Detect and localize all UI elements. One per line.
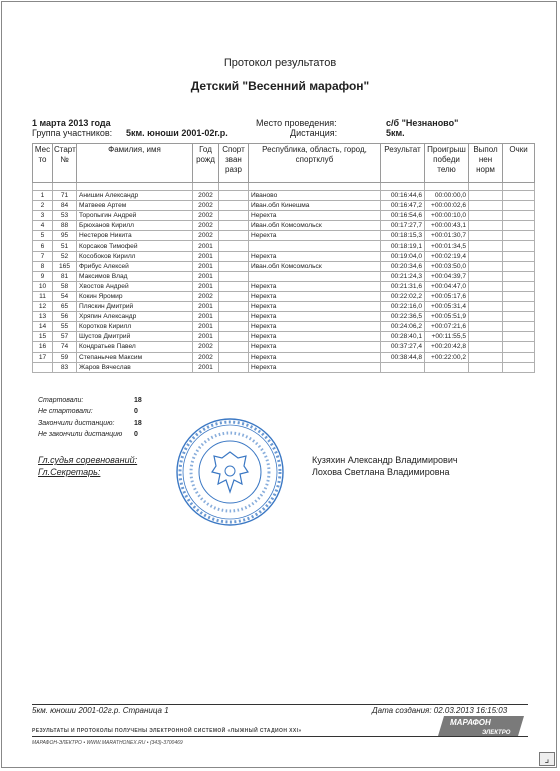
table-row	[33, 251, 535, 261]
cell-year: 2001	[193, 332, 219, 342]
cell-norm	[469, 271, 503, 281]
cell-name: Кособоков Кирилл	[77, 251, 193, 261]
column-header: Спорт зван разр	[219, 144, 249, 183]
cell-year: 2001	[193, 362, 219, 372]
cell-rank	[219, 241, 249, 251]
cell-region: Нерехта	[249, 362, 381, 372]
cell-bib: 58	[53, 281, 77, 291]
cell-bib: 88	[53, 221, 77, 231]
cell-name: Пляскин Дмитрий	[77, 302, 193, 312]
footer-system-line: РЕЗУЛЬТАТЫ И ПРОТОКОЛЫ ПОЛУЧЕНЫ ЭЛЕКТРОННОЙ СИСТЕМОЙ «ЛЫЖНЫЙ СТАДИОН XXI»	[32, 728, 302, 734]
cell-norm	[469, 211, 503, 221]
cell-place: 2	[33, 201, 53, 211]
cell-rank	[219, 261, 249, 271]
cell-points	[503, 362, 535, 372]
cell-points	[503, 281, 535, 291]
cell-gap: 00:00:00,0	[425, 191, 469, 201]
cell-result: 00:22:36,5	[381, 312, 425, 322]
cell-region: Иван.обл Кинешма	[249, 201, 381, 211]
marathon-electro-logo	[438, 714, 526, 738]
column-header: Мес то	[33, 144, 53, 183]
cell-name: Шустов Дмитрий	[77, 332, 193, 342]
cell-rank	[219, 281, 249, 291]
judge-label: Гл.судья соревнований:	[38, 455, 138, 465]
cell-rank	[219, 231, 249, 241]
cell-norm	[469, 261, 503, 271]
svg-text:ЭЛЕКТРО: ЭЛЕКТРО	[482, 730, 511, 736]
cell-rank	[219, 251, 249, 261]
cell-bib: 59	[53, 352, 77, 362]
cell-points	[503, 251, 535, 261]
table-row	[33, 261, 535, 271]
cell-result: 00:19:04,0	[381, 251, 425, 261]
cell-norm	[469, 241, 503, 251]
page-border	[1, 1, 557, 768]
cell-year: 2002	[193, 191, 219, 201]
cell-points	[503, 352, 535, 362]
table-row	[33, 362, 535, 372]
cell-region	[249, 241, 381, 251]
results-table	[32, 143, 535, 373]
cell-result: 00:22:16,0	[381, 302, 425, 312]
official-stamp	[174, 416, 286, 528]
table-row	[33, 211, 535, 221]
cell-gap: +00:04:39,7	[425, 271, 469, 281]
cell-points	[503, 201, 535, 211]
table-row	[33, 271, 535, 281]
cell-points	[503, 322, 535, 332]
cell-place: 15	[33, 332, 53, 342]
cell-bib: 165	[53, 261, 77, 271]
cell-points	[503, 241, 535, 251]
cell-points	[503, 221, 535, 231]
cell-rank	[219, 312, 249, 322]
cell-result: 00:16:44,6	[381, 191, 425, 201]
cell-place: 16	[33, 342, 53, 352]
cell-region	[249, 271, 381, 281]
cell-points	[503, 302, 535, 312]
cell-place: 13	[33, 312, 53, 322]
cell-gap: +00:11:55,5	[425, 332, 469, 342]
column-header: Очки	[503, 144, 535, 183]
cell-result: 00:16:54,6	[381, 211, 425, 221]
cell-result: 00:21:31,6	[381, 281, 425, 291]
cell-gap: +00:01:34,5	[425, 241, 469, 251]
cell-name: Степанычев Максим	[77, 352, 193, 362]
summary-label: Не закончили дистанцию	[38, 431, 123, 438]
cell-result: 00:16:47,2	[381, 201, 425, 211]
cell-place: 9	[33, 271, 53, 281]
cell-rank	[219, 221, 249, 231]
summary-label: Стартовали:	[38, 397, 84, 404]
column-header: Республика, область, город, спортклуб	[249, 144, 381, 183]
cell-norm	[469, 332, 503, 342]
footer-group-page: 5км. юноши 2001-02г.р. Страница 1	[32, 706, 169, 715]
cell-year: 2001	[193, 251, 219, 261]
cell-norm	[469, 312, 503, 322]
cell-gap	[425, 362, 469, 372]
event-title: Детский "Весенний марафон"	[190, 79, 370, 93]
cell-points	[503, 211, 535, 221]
cell-place: 12	[33, 302, 53, 312]
cell-name: Хряпин Александр	[77, 312, 193, 322]
column-header: Выпол нен норм	[469, 144, 503, 183]
cell-name: Максимов Влад	[77, 271, 193, 281]
cell-place: 17	[33, 352, 53, 362]
table-row	[33, 241, 535, 251]
cell-norm	[469, 352, 503, 362]
cell-region: Нерехта	[249, 231, 381, 241]
group-label: Группа участников:	[32, 128, 113, 138]
cell-points	[503, 231, 535, 241]
venue-label: Место проведения:	[256, 118, 337, 128]
cell-year: 2002	[193, 291, 219, 301]
cell-bib: 57	[53, 332, 77, 342]
cell-rank	[219, 201, 249, 211]
cell-region: Нерехта	[249, 291, 381, 301]
cell-norm	[469, 251, 503, 261]
table-row	[33, 201, 535, 211]
cell-bib: 65	[53, 302, 77, 312]
summary-value: 0	[134, 431, 138, 438]
cell-points	[503, 332, 535, 342]
cell-place: 14	[33, 322, 53, 332]
cell-bib: 55	[53, 322, 77, 332]
column-header: Старт №	[53, 144, 77, 183]
judge-name: Кузяхин Александр Владимирович	[312, 455, 458, 465]
cell-gap: +00:04:47,0	[425, 281, 469, 291]
cell-gap: +00:07:21,6	[425, 322, 469, 332]
cell-bib: 54	[53, 291, 77, 301]
cell-region: Иван.обл Комсомольск	[249, 261, 381, 271]
cell-year: 2002	[193, 231, 219, 241]
cell-gap: +00:00:43,1	[425, 221, 469, 231]
cell-rank	[219, 271, 249, 281]
cell-name: Брюханов Кирилл	[77, 221, 193, 231]
cell-points	[503, 191, 535, 201]
column-header: Год рожд	[193, 144, 219, 183]
cell-rank	[219, 211, 249, 221]
summary-label: Не стартовали:	[38, 408, 93, 415]
cell-place: 1	[33, 191, 53, 201]
cell-bib: 74	[53, 342, 77, 352]
secretary-name: Лохова Светлана Владимировна	[312, 467, 450, 477]
cell-bib: 81	[53, 271, 77, 281]
column-header: Проигрыш победи телю	[425, 144, 469, 183]
corner-mark: ⌟	[539, 752, 555, 766]
table-row	[33, 312, 535, 322]
table-row	[33, 291, 535, 301]
cell-result: 00:24:06,2	[381, 322, 425, 332]
cell-region: Нерехта	[249, 322, 381, 332]
table-row	[33, 352, 535, 362]
cell-gap: +00:05:17,6	[425, 291, 469, 301]
cell-place: 8	[33, 261, 53, 271]
cell-year: 2001	[193, 302, 219, 312]
table-row	[33, 332, 535, 342]
column-header: Результат	[381, 144, 425, 183]
cell-norm	[469, 302, 503, 312]
cell-rank	[219, 191, 249, 201]
cell-result: 00:28:40,1	[381, 332, 425, 342]
cell-place	[33, 362, 53, 372]
cell-gap: +00:05:51,9	[425, 312, 469, 322]
cell-result: 00:20:34,6	[381, 261, 425, 271]
table-header-row	[33, 144, 535, 183]
cell-norm	[469, 322, 503, 332]
cell-name: Коротков Кирилл	[77, 322, 193, 332]
cell-result	[381, 362, 425, 372]
cell-bib: 71	[53, 191, 77, 201]
cell-rank	[219, 302, 249, 312]
cell-points	[503, 312, 535, 322]
table-row	[33, 322, 535, 332]
cell-norm	[469, 231, 503, 241]
results-body	[33, 183, 535, 373]
svg-text:МАРАФОН: МАРАФОН	[450, 718, 491, 727]
table-row	[33, 191, 535, 201]
cell-points	[503, 342, 535, 352]
cell-region: Нерехта	[249, 211, 381, 221]
summary-label: Закончили дистанцию:	[38, 420, 115, 427]
cell-year: 2001	[193, 271, 219, 281]
cell-place: 4	[33, 221, 53, 231]
protocol-title: Протокол результатов	[223, 57, 337, 69]
table-row	[33, 281, 535, 291]
cell-norm	[469, 291, 503, 301]
cell-norm	[469, 342, 503, 352]
cell-name: Торопыгин Андрей	[77, 211, 193, 221]
cell-points	[503, 271, 535, 281]
footer-contact-line: МАРАФОН-ЭЛЕКТРО • WWW.MARATHONEX.RU • (343)-3700469	[32, 740, 183, 746]
cell-rank	[219, 352, 249, 362]
cell-bib: 53	[53, 211, 77, 221]
cell-result: 00:22:02,2	[381, 291, 425, 301]
cell-year: 2001	[193, 281, 219, 291]
venue-value: с/б "Незнаново"	[386, 118, 459, 128]
cell-place: 7	[33, 251, 53, 261]
cell-gap: +00:00:02,6	[425, 201, 469, 211]
cell-year: 2002	[193, 201, 219, 211]
cell-result: 00:17:27,7	[381, 221, 425, 231]
cell-bib: 51	[53, 241, 77, 251]
cell-gap: +00:00:10,0	[425, 211, 469, 221]
footer-divider	[32, 704, 528, 705]
table-row	[33, 221, 535, 231]
cell-name: Анишин Александр	[77, 191, 193, 201]
cell-bib: 95	[53, 231, 77, 241]
cell-region: Нерехта	[249, 312, 381, 322]
cell-result: 00:18:19,1	[381, 241, 425, 251]
cell-bib: 84	[53, 201, 77, 211]
table-row	[33, 342, 535, 352]
cell-result: 00:18:15,3	[381, 231, 425, 241]
table-row	[33, 302, 535, 312]
cell-region: Нерехта	[249, 352, 381, 362]
cell-points	[503, 261, 535, 271]
cell-norm	[469, 201, 503, 211]
cell-year: 2002	[193, 221, 219, 231]
cell-name: Жаров Вячеслав	[77, 362, 193, 372]
cell-year: 2001	[193, 312, 219, 322]
cell-norm	[469, 191, 503, 201]
cell-place: 3	[33, 211, 53, 221]
cell-norm	[469, 221, 503, 231]
cell-bib: 52	[53, 251, 77, 261]
cell-region: Нерехта	[249, 281, 381, 291]
cell-gap: +00:05:31,4	[425, 302, 469, 312]
cell-name: Фрибус Алексей	[77, 261, 193, 271]
distance-label: Дистанция:	[290, 128, 338, 138]
cell-rank	[219, 332, 249, 342]
cell-result: 00:37:27,4	[381, 342, 425, 352]
cell-year: 2002	[193, 352, 219, 362]
cell-region: Нерехта	[249, 332, 381, 342]
cell-region: Нерехта	[249, 251, 381, 261]
cell-region: Нерехта	[249, 342, 381, 352]
cell-place: 10	[33, 281, 53, 291]
cell-gap: +00:22:00,2	[425, 352, 469, 362]
distance-value: 5км.	[386, 128, 405, 138]
summary-value: 0	[134, 408, 138, 415]
cell-rank	[219, 342, 249, 352]
cell-gap: +00:02:19,4	[425, 251, 469, 261]
cell-gap: +00:20:42,8	[425, 342, 469, 352]
cell-gap: +00:03:50,0	[425, 261, 469, 271]
cell-place: 6	[33, 241, 53, 251]
cell-name: Кокин Яромир	[77, 291, 193, 301]
cell-year: 2001	[193, 241, 219, 251]
cell-name: Нестеров Никита	[77, 231, 193, 241]
cell-place: 11	[33, 291, 53, 301]
cell-bib: 56	[53, 312, 77, 322]
group-value: 5км. юноши 2001-02г.р.	[126, 128, 228, 138]
cell-rank	[219, 322, 249, 332]
cell-year: 2001	[193, 261, 219, 271]
cell-name: Кондратьев Павел	[77, 342, 193, 352]
cell-rank	[219, 362, 249, 372]
footer-created: Дата создания: 02.03.2013 16:15:03	[372, 706, 508, 715]
cell-norm	[469, 281, 503, 291]
cell-result: 00:38:44,8	[381, 352, 425, 362]
spacer-row	[33, 183, 535, 191]
table-row	[33, 231, 535, 241]
cell-name: Хвостов Андрей	[77, 281, 193, 291]
cell-year: 2002	[193, 342, 219, 352]
cell-region: Нерехта	[249, 302, 381, 312]
cell-gap: +00:01:30,7	[425, 231, 469, 241]
cell-region: Иваново	[249, 191, 381, 201]
event-date: 1 марта 2013 года	[32, 118, 111, 128]
cell-bib: 83	[53, 362, 77, 372]
secretary-label: Гл.Секретарь:	[38, 467, 101, 477]
cell-rank	[219, 291, 249, 301]
cell-year: 2002	[193, 211, 219, 221]
cell-points	[503, 291, 535, 301]
cell-place: 5	[33, 231, 53, 241]
column-header: Фамилия, имя	[77, 144, 193, 183]
cell-result: 00:21:24,3	[381, 271, 425, 281]
summary-value: 18	[134, 397, 142, 404]
cell-name: Матвеев Артем	[77, 201, 193, 211]
cell-norm	[469, 362, 503, 372]
cell-name: Корсаков Тимофей	[77, 241, 193, 251]
cell-year: 2001	[193, 322, 219, 332]
cell-region: Иван.обл Комсомольск	[249, 221, 381, 231]
summary-value: 18	[134, 420, 142, 427]
